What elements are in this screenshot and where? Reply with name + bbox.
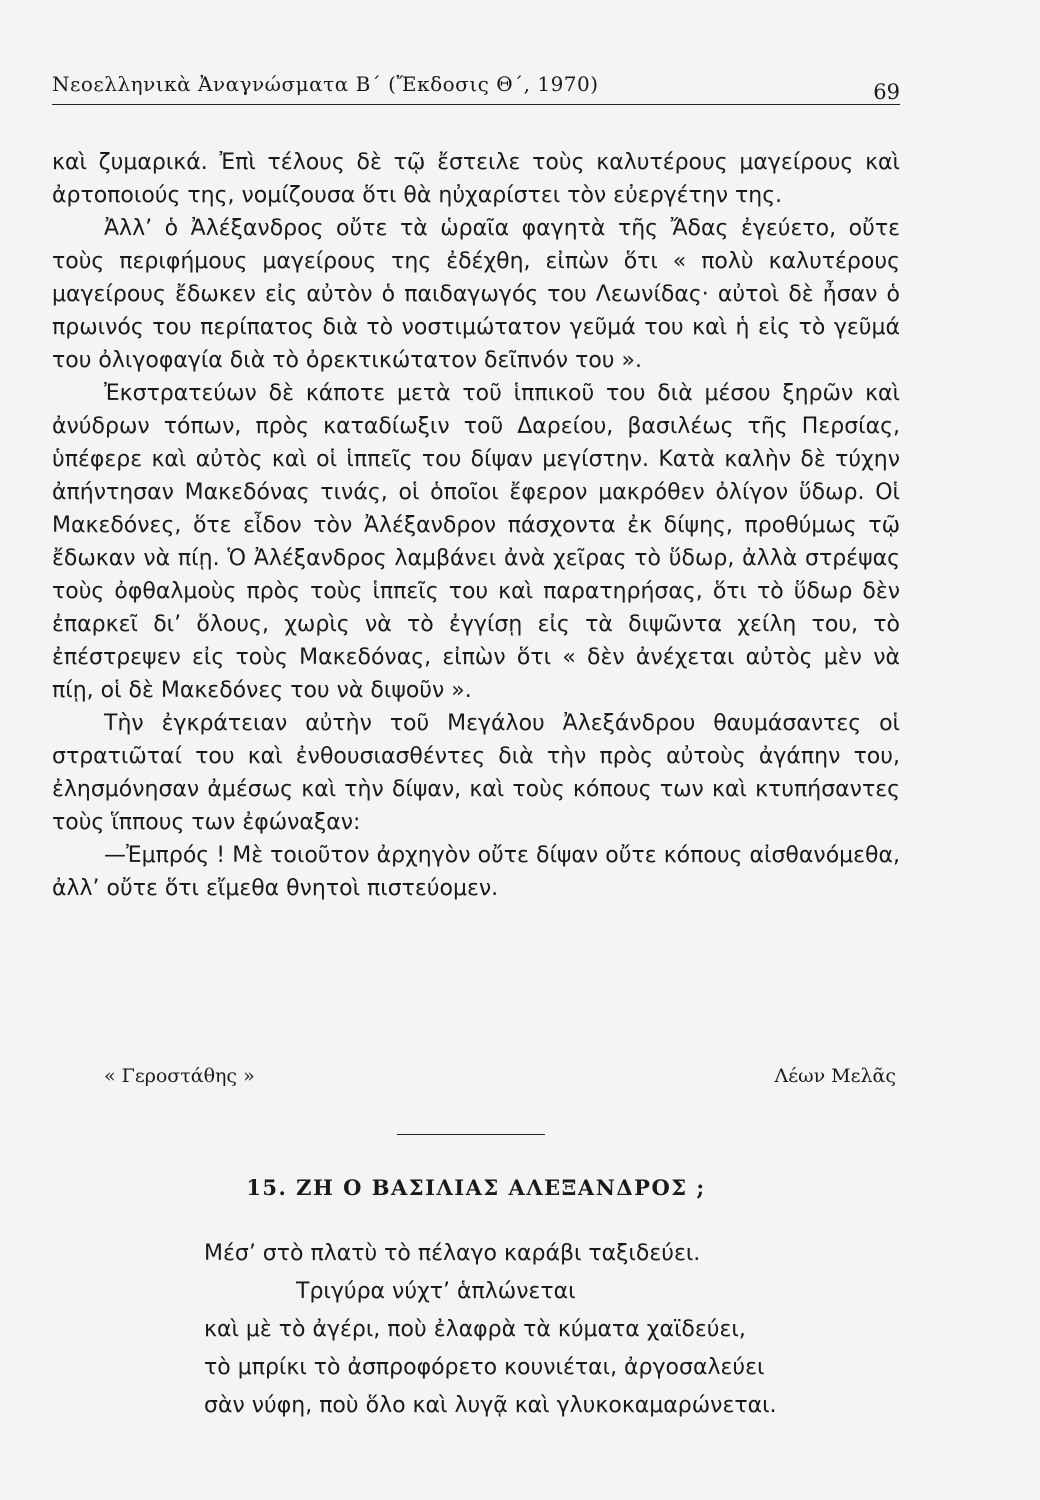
paragraph: Τὴν ἐγκράτειαν αὐτὴν τοῦ Μεγάλου Ἀλεξάνδρου θαυμάσαντες οἱ στρατιῶταί του καὶ ἐνθουσιασθέντες διὰ τὴν πρὸς αὐτοὺς ἀγάπην του, ἐλησμόνησαν ἀμέσως καὶ τὴν δίψαν, καὶ τοὺς κόπους των καὶ κτυπήσαντες τοὺς ἵππους των ἐφώναξαν:: [52, 711, 900, 835]
poem: [52, 1235, 900, 1425]
paragraph: Ἀλλ’ ὁ Ἀλέξανδρος οὔτε τὰ ὡραῖα φαγητὰ τῆς Ἄδας ἐγεύετο, οὔτε τοὺς περιφήμους μαγείρους της ἐδέχθη, εἰπὼν ὅτι « πολὺ καλυτέρους μαγείρους ἔδωκεν εἰς αὐτὸν ὁ παιδαγωγός του Λεωνίδας· αὐτοὶ δὲ ἦσαν ὁ πρωινός του περίπατος διὰ τὸ νοστιμώτατον γεῦμά του καὶ ἡ εἰς τὸ γεῦμά του ὀλιγοφαγία διὰ τὸ ὀρεκτικώτατον δεῖπνόν του ».: [52, 216, 900, 373]
poem-line: σὰν νύφη, ποὺ ὅλο καὶ λυγᾷ καὶ γλυκοκαμαρώνεται.: [204, 1393, 777, 1418]
page-number: 69: [873, 80, 900, 104]
section-title: 15. ΖΗ Ο ΒΑΣΙΛΙΑΣ ΑΛΕΞΑΝΔΡΟΣ ;: [246, 1175, 706, 1200]
paragraph: καὶ ζυμαρικά. Ἐπὶ τέλους δὲ τῷ ἔστειλε τοὺς καλυτέρους μαγείρους καὶ ἀρτοποιούς της, νομίζουσα ὅτι θὰ ηὐχαρίστει τὸν εὐεργέτην της.: [52, 150, 900, 208]
poem-line: Τριγύρα νύχτ’ ἁπλώνεται: [296, 1279, 576, 1304]
running-header: [52, 70, 900, 105]
poem-line: καὶ μὲ τὸ ἀγέρι, ποὺ ἐλαφρὰ τὰ κύματα χαϊδεύει,: [204, 1317, 746, 1342]
author-name: Λέων Μελᾶς: [774, 1065, 896, 1087]
poem-line: Μέσ’ στὸ πλατὺ τὸ πέλαγο καράβι ταξιδεύει.: [204, 1241, 701, 1266]
source-work: « Γεροστάθης »: [104, 1065, 255, 1087]
header-title: Νεοελληνικὰ Ἀναγνώσματα Β΄ (Ἔκδοσις Θ΄, 1970): [52, 72, 599, 96]
attribution: [52, 1065, 900, 1095]
prose-body: [52, 146, 900, 905]
section-divider: [397, 1134, 545, 1135]
poem-line: τὸ μπρίκι τὸ ἀσπροφόρετο κουνιέται, ἀργοσαλεύει: [204, 1355, 765, 1380]
paragraph: Ἐκστρατεύων δὲ κάποτε μετὰ τοῦ ἱππικοῦ του διὰ μέσου ξηρῶν καὶ ἀνύδρων τόπων, πρὸς καταδίωξιν τοῦ Δαρείου, βασιλέως τῆς Περσίας, ὑπέφερε καὶ αὐτὸς καὶ οἱ ἱππεῖς του δίψαν μεγίστην. Κατὰ καλὴν δὲ τύχην ἀπήντησαν Μακεδόνας τινάς, οἱ ὁποῖοι ἔφερον μακρόθεν ὀλίγον ὕδωρ. Οἱ Μακεδόνες, ὅτε εἶδον τὸν Ἀλέξανδρον πάσχοντα ἐκ δίψης, προθύμως τῷ ἔδωκαν νὰ πίῃ. Ὁ Ἀλέξανδρος λαμβάνει ἀνὰ χεῖρας τὸ ὕδωρ, ἀλλὰ στρέψας τοὺς ὀφθαλμοὺς πρὸς τοὺς ἱππεῖς του καὶ παρατηρήσας, ὅτι τὸ ὕδωρ δὲν ἐπαρκεῖ δι’ ὅλους, χωρὶς νὰ τὸ ἐγγίσῃ εἰς τὰ διψῶντα χείλη του, τὸ ἐπέστρεψεν εἰς τοὺς Μακεδόνας, εἰπὼν ὅτι « δὲν ἀνέχεται αὐτὸς μὲν νὰ πίῃ, οἱ δὲ Μακεδόνες του νὰ διψοῦν ».: [52, 381, 900, 703]
paragraph: —Ἐμπρός ! Μὲ τοιοῦτον ἀρχηγὸν οὔτε δίψαν οὔτε κόπους αἰσθανόμεθα, ἀλλ’ οὔτε ὅτι εἴμεθα θνητοὶ πιστεύομεν.: [52, 843, 900, 901]
